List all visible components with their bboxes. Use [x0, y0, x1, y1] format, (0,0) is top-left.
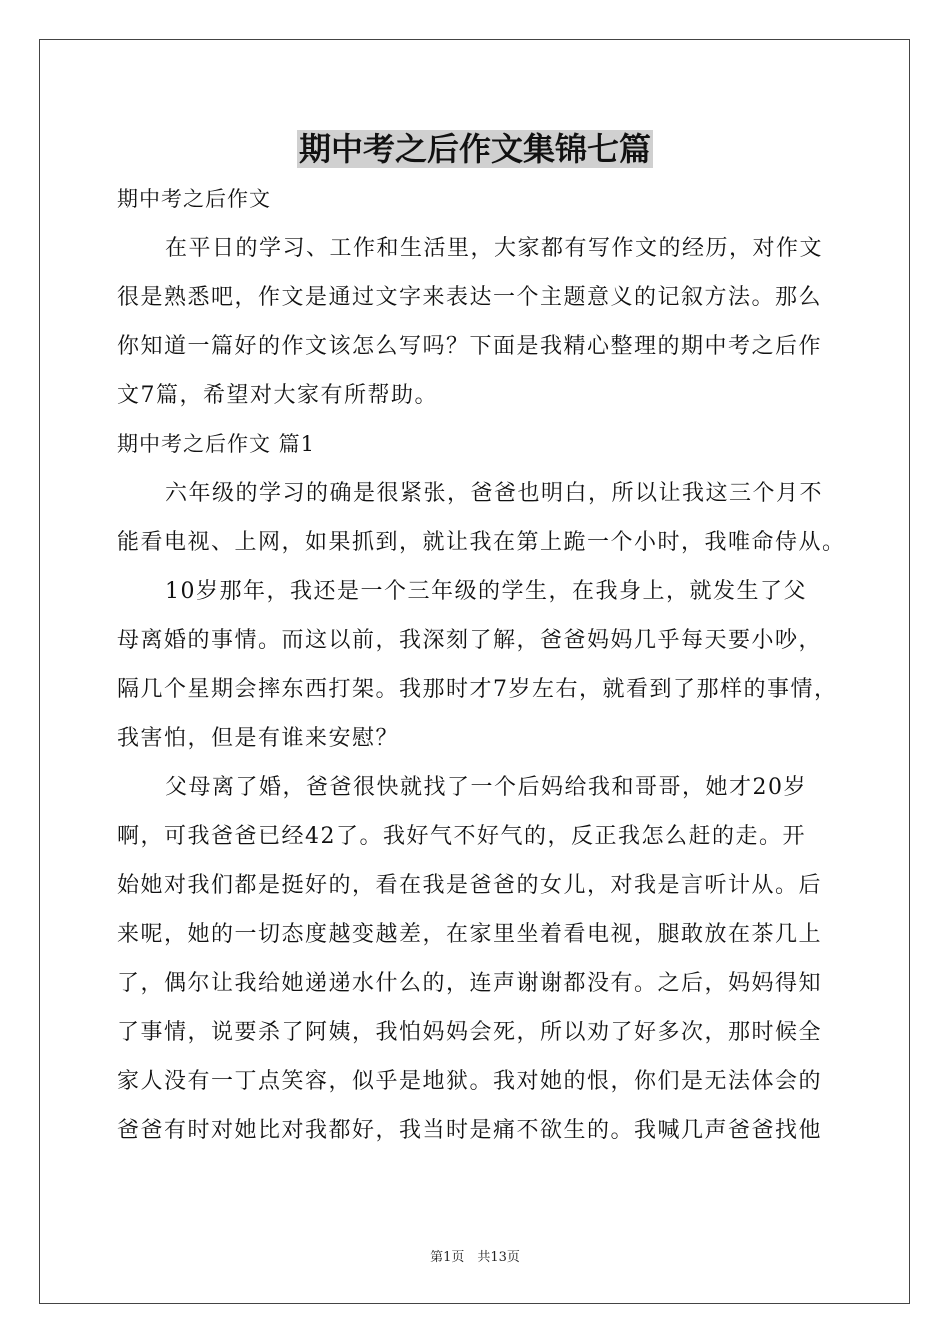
- document-body: [117, 175, 857, 1155]
- paragraph-line: 在平日的学习、工作和生活里，大家都有写作文的经历，对作文: [165, 236, 824, 261]
- paragraph-line: 隔几个星期会摔东西打架。我那时才7岁左右，就看到了那样的事情，: [117, 677, 838, 702]
- paragraph-line: 家人没有一丁点笑容，似乎是地狱。我对她的恨，你们是无法体会的: [117, 1069, 823, 1094]
- paragraph-line: 很是熟悉吧，作文是通过文字来表达一个主题意义的记叙方法。那么: [117, 285, 823, 310]
- paragraph-line: 你知道一篇好的作文该怎么写吗？下面是我精心整理的期中考之后作: [117, 334, 823, 359]
- paragraph-line: 六年级的学习的确是很紧张，爸爸也明白，所以让我这三个月不: [165, 481, 824, 506]
- paragraph-line: 10岁那年，我还是一个三年级的学生，在我身上，就发生了父: [165, 579, 807, 604]
- paragraph-line: 啊，可我爸爸已经42了。我好气不好气的，反正我怎么赶的走。开: [117, 824, 806, 849]
- paragraph-line: 母离婚的事情。而这以前，我深刻了解，爸爸妈妈几乎每天要小吵，: [117, 628, 823, 653]
- paragraph-line: 父母离了婚，爸爸很快就找了一个后妈给我和哥哥，她才20岁: [165, 775, 807, 800]
- paragraph-line: 了事情，说要杀了阿姨，我怕妈妈会死，所以劝了好多次，那时候全: [117, 1020, 823, 1045]
- section-heading: 期中考之后作文 篇1: [117, 432, 316, 456]
- paragraph-line: 文7篇，希望对大家有所帮助。: [117, 383, 438, 408]
- paragraph-line: 爸爸有时对她比对我都好，我当时是痛不欲生的。我喊几声爸爸找他: [117, 1118, 823, 1143]
- paragraph-line: 了，偶尔让我给她递递水什么的，连声谢谢都没有。之后，妈妈得知: [117, 971, 823, 996]
- paragraph-line: 始她对我们都是挺好的，看在我是爸爸的女儿，对我是言听计从。后: [117, 873, 823, 898]
- page-footer: 第1页 共13页: [430, 1250, 520, 1265]
- paragraph-line: 来呢，她的一切态度越变越差，在家里坐着看电视，腿敢放在茶几上: [117, 922, 823, 947]
- paragraph-line: 我害怕，但是有谁来安慰？: [117, 726, 400, 751]
- document-title: [0, 124, 950, 174]
- section-heading: 期中考之后作文: [117, 187, 271, 211]
- document-title-text: 期中考之后作文集锦七篇: [298, 130, 651, 168]
- paragraph-line: 能看电视、上网，如果抓到，就让我在第上跪一个小时，我唯命侍从。: [117, 530, 846, 555]
